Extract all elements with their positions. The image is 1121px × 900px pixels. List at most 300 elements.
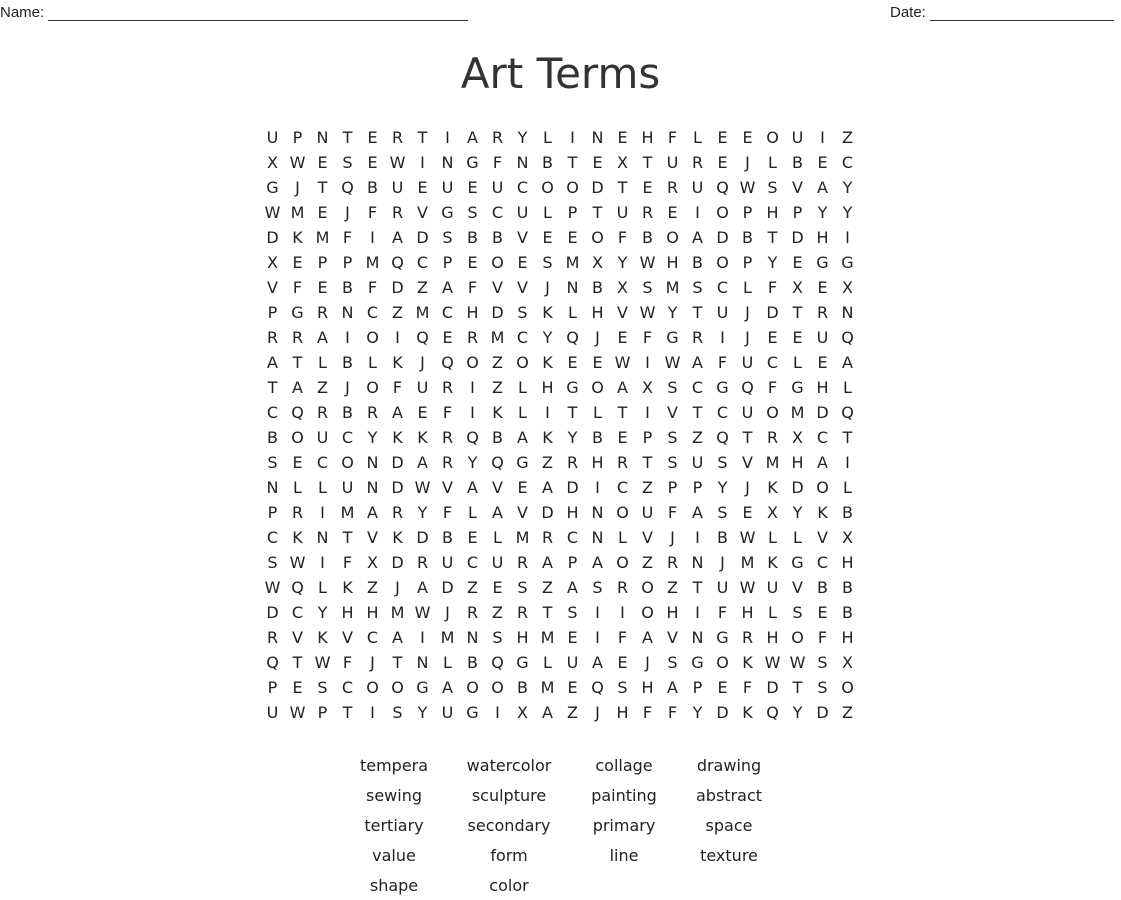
grid-letter[interactable]: R	[616, 578, 629, 597]
grid-letter[interactable]: A	[542, 703, 553, 722]
grid-letter[interactable]: E	[467, 528, 478, 547]
grid-letter[interactable]: E	[467, 253, 478, 272]
grid-letter[interactable]: M	[515, 528, 530, 547]
grid-letter[interactable]: V	[792, 578, 803, 597]
grid-letter[interactable]: W	[739, 578, 756, 597]
grid-letter[interactable]: I	[695, 603, 700, 622]
grid-letter[interactable]: X	[792, 278, 803, 297]
grid-letter[interactable]: S	[692, 278, 703, 297]
grid-letter[interactable]: B	[842, 578, 853, 597]
grid-letter[interactable]: O	[466, 353, 479, 372]
grid-letter[interactable]: Z	[542, 578, 553, 597]
grid-letter[interactable]: A	[692, 353, 703, 372]
grid-letter[interactable]: Y	[692, 703, 703, 722]
grid-letter[interactable]: W	[414, 603, 431, 622]
grid-letter[interactable]: O	[591, 228, 604, 247]
grid-letter[interactable]: U	[491, 553, 504, 572]
grid-letter[interactable]: B	[467, 228, 478, 247]
grid-letter[interactable]: D	[391, 453, 404, 472]
grid-letter[interactable]: R	[266, 328, 279, 347]
grid-letter[interactable]: O	[641, 578, 654, 597]
grid-letter[interactable]: M	[665, 278, 680, 297]
grid-letter[interactable]: E	[567, 678, 578, 697]
grid-letter[interactable]: O	[641, 603, 654, 622]
grid-letter[interactable]: B	[842, 503, 853, 522]
grid-letter[interactable]: C	[466, 553, 479, 572]
grid-letter[interactable]: F	[717, 603, 728, 622]
grid-letter[interactable]: C	[266, 403, 279, 422]
grid-letter[interactable]: Y	[542, 328, 553, 347]
grid-letter[interactable]: Q	[716, 428, 729, 447]
grid-letter[interactable]: D	[391, 478, 404, 497]
grid-letter[interactable]: C	[516, 178, 529, 197]
grid-letter[interactable]: X	[267, 253, 278, 272]
grid-letter[interactable]: H	[466, 303, 479, 322]
grid-letter[interactable]: S	[667, 653, 678, 672]
grid-letter[interactable]: P	[692, 678, 703, 697]
grid-letter[interactable]: Q	[766, 703, 779, 722]
grid-letter[interactable]: C	[316, 453, 329, 472]
grid-letter[interactable]: H	[591, 303, 604, 322]
grid-letter[interactable]: X	[842, 278, 853, 297]
grid-letter[interactable]: J	[595, 328, 600, 347]
grid-letter[interactable]: Q	[841, 403, 854, 422]
grid-letter[interactable]: P	[742, 203, 753, 222]
grid-letter[interactable]: E	[417, 403, 428, 422]
grid-letter[interactable]: H	[591, 453, 604, 472]
grid-letter[interactable]: E	[567, 353, 578, 372]
grid-letter[interactable]: R	[666, 553, 679, 572]
grid-letter[interactable]: R	[691, 328, 704, 347]
grid-letter[interactable]: J	[370, 653, 375, 672]
grid-letter[interactable]: S	[792, 603, 803, 622]
grid-letter[interactable]: T	[842, 428, 853, 447]
grid-letter[interactable]: R	[441, 453, 454, 472]
grid-letter[interactable]: Y	[667, 303, 678, 322]
grid-letter[interactable]: U	[266, 128, 279, 147]
grid-letter[interactable]: R	[366, 403, 379, 422]
grid-letter[interactable]: R	[516, 603, 529, 622]
grid-letter[interactable]: H	[816, 228, 829, 247]
grid-letter[interactable]: X	[617, 278, 628, 297]
grid-letter[interactable]: V	[617, 303, 628, 322]
grid-letter[interactable]: S	[542, 253, 553, 272]
grid-letter[interactable]: E	[367, 153, 378, 172]
grid-letter[interactable]: Q	[841, 328, 854, 347]
grid-letter[interactable]: G	[791, 378, 804, 397]
grid-letter[interactable]: E	[467, 178, 478, 197]
grid-letter[interactable]: V	[817, 528, 828, 547]
grid-letter[interactable]: W	[389, 153, 406, 172]
grid-letter[interactable]: Z	[667, 578, 678, 597]
grid-letter[interactable]: E	[817, 353, 828, 372]
grid-letter[interactable]: A	[617, 378, 628, 397]
grid-letter[interactable]: B	[642, 228, 653, 247]
grid-letter[interactable]: W	[664, 353, 681, 372]
grid-letter[interactable]: M	[490, 328, 505, 347]
grid-letter[interactable]: Z	[842, 128, 853, 147]
grid-letter[interactable]: F	[642, 328, 653, 347]
grid-letter[interactable]: A	[667, 678, 678, 697]
grid-letter[interactable]: I	[645, 353, 650, 372]
grid-letter[interactable]: H	[641, 678, 654, 697]
grid-letter[interactable]: T	[542, 603, 553, 622]
grid-letter[interactable]: N	[316, 128, 329, 147]
grid-letter[interactable]: O	[766, 128, 779, 147]
grid-letter[interactable]: Z	[417, 278, 428, 297]
grid-letter[interactable]: G	[716, 378, 729, 397]
grid-letter[interactable]: R	[391, 203, 404, 222]
grid-letter[interactable]: E	[667, 203, 678, 222]
grid-letter[interactable]: P	[792, 203, 803, 222]
grid-letter[interactable]: F	[642, 703, 653, 722]
grid-letter[interactable]: A	[692, 503, 703, 522]
grid-letter[interactable]: Y	[842, 178, 853, 197]
grid-letter[interactable]: K	[542, 303, 553, 322]
grid-letter[interactable]: L	[543, 203, 552, 222]
grid-letter[interactable]: J	[345, 203, 350, 222]
grid-letter[interactable]: W	[414, 478, 431, 497]
grid-letter[interactable]: P	[667, 478, 678, 497]
grid-letter[interactable]: A	[417, 453, 428, 472]
grid-letter[interactable]: T	[642, 453, 653, 472]
grid-letter[interactable]: E	[542, 228, 553, 247]
grid-letter[interactable]: Y	[767, 253, 778, 272]
name-blank-line[interactable]	[48, 6, 468, 21]
grid-letter[interactable]: H	[616, 703, 629, 722]
grid-letter[interactable]: E	[567, 228, 578, 247]
grid-letter[interactable]: Y	[567, 428, 578, 447]
grid-letter[interactable]: F	[617, 628, 628, 647]
grid-letter[interactable]: S	[342, 153, 353, 172]
grid-letter[interactable]: Q	[491, 653, 504, 672]
grid-letter[interactable]: W	[289, 153, 306, 172]
grid-letter[interactable]: I	[845, 228, 850, 247]
grid-letter[interactable]: W	[639, 253, 656, 272]
grid-letter[interactable]: K	[392, 353, 403, 372]
grid-letter[interactable]: K	[817, 503, 828, 522]
grid-letter[interactable]: I	[620, 603, 625, 622]
grid-letter[interactable]: S	[667, 378, 678, 397]
grid-letter[interactable]: O	[566, 178, 579, 197]
grid-letter[interactable]: C	[566, 528, 579, 547]
grid-letter[interactable]: O	[466, 678, 479, 697]
grid-letter[interactable]: B	[592, 278, 603, 297]
grid-letter[interactable]: S	[492, 628, 503, 647]
grid-letter[interactable]: F	[367, 203, 378, 222]
grid-letter[interactable]: F	[292, 278, 303, 297]
grid-letter[interactable]: P	[267, 503, 278, 522]
grid-letter[interactable]: H	[366, 603, 379, 622]
grid-letter[interactable]: K	[392, 528, 403, 547]
grid-letter[interactable]: U	[416, 378, 429, 397]
grid-letter[interactable]: M	[365, 253, 380, 272]
grid-letter[interactable]: C	[716, 278, 729, 297]
grid-letter[interactable]: V	[492, 478, 503, 497]
grid-letter[interactable]: A	[817, 178, 828, 197]
grid-letter[interactable]: Z	[492, 603, 503, 622]
grid-letter[interactable]: D	[416, 228, 429, 247]
grid-letter[interactable]: R	[516, 553, 529, 572]
grid-letter[interactable]: T	[417, 128, 428, 147]
grid-letter[interactable]: M	[565, 253, 580, 272]
grid-letter[interactable]: E	[517, 478, 528, 497]
grid-letter[interactable]: R	[266, 628, 279, 647]
grid-letter[interactable]: Y	[792, 503, 803, 522]
grid-letter[interactable]: A	[517, 428, 528, 447]
grid-letter[interactable]: E	[817, 278, 828, 297]
grid-letter[interactable]: A	[442, 678, 453, 697]
grid-letter[interactable]: T	[342, 128, 353, 147]
grid-letter[interactable]: L	[543, 128, 552, 147]
grid-letter[interactable]: E	[592, 353, 603, 372]
grid-letter[interactable]: H	[516, 628, 529, 647]
grid-letter[interactable]: V	[292, 628, 303, 647]
grid-letter[interactable]: M	[340, 503, 355, 522]
grid-letter[interactable]: I	[695, 203, 700, 222]
grid-letter[interactable]: Y	[842, 203, 853, 222]
grid-letter[interactable]: N	[266, 478, 279, 497]
grid-letter[interactable]: Q	[266, 653, 279, 672]
grid-letter[interactable]: K	[742, 653, 753, 672]
grid-letter[interactable]: G	[841, 253, 854, 272]
grid-letter[interactable]: F	[442, 403, 453, 422]
grid-letter[interactable]: A	[417, 578, 428, 597]
grid-letter[interactable]: D	[391, 278, 404, 297]
grid-letter[interactable]: H	[791, 453, 804, 472]
grid-letter[interactable]: I	[420, 153, 425, 172]
grid-letter[interactable]: H	[741, 603, 754, 622]
grid-letter[interactable]: I	[595, 603, 600, 622]
grid-letter[interactable]: O	[366, 378, 379, 397]
grid-letter[interactable]: T	[692, 303, 703, 322]
grid-letter[interactable]: E	[742, 503, 753, 522]
grid-letter[interactable]: A	[467, 128, 478, 147]
grid-letter[interactable]: V	[417, 203, 428, 222]
grid-letter[interactable]: L	[693, 128, 702, 147]
grid-letter[interactable]: I	[495, 703, 500, 722]
grid-letter[interactable]: U	[491, 178, 504, 197]
grid-letter[interactable]: M	[790, 403, 805, 422]
grid-letter[interactable]: P	[567, 203, 578, 222]
grid-letter[interactable]: J	[720, 553, 725, 572]
grid-letter[interactable]: I	[445, 128, 450, 147]
grid-letter[interactable]: F	[342, 653, 353, 672]
grid-letter[interactable]: G	[666, 328, 679, 347]
grid-letter[interactable]: I	[570, 128, 575, 147]
grid-letter[interactable]: A	[267, 353, 278, 372]
grid-letter[interactable]: L	[518, 403, 527, 422]
grid-letter[interactable]: P	[442, 253, 453, 272]
grid-letter[interactable]: I	[470, 378, 475, 397]
grid-letter[interactable]: O	[541, 178, 554, 197]
grid-letter[interactable]: L	[768, 528, 777, 547]
grid-letter[interactable]: K	[492, 403, 503, 422]
grid-letter[interactable]: R	[641, 203, 654, 222]
grid-letter[interactable]: A	[492, 503, 503, 522]
grid-letter[interactable]: P	[267, 303, 278, 322]
grid-letter[interactable]: Q	[491, 453, 504, 472]
grid-letter[interactable]: A	[842, 353, 853, 372]
grid-letter[interactable]: B	[442, 528, 453, 547]
grid-letter[interactable]: G	[516, 653, 529, 672]
grid-letter[interactable]: D	[766, 303, 779, 322]
grid-letter[interactable]: J	[595, 703, 600, 722]
grid-letter[interactable]: P	[267, 678, 278, 697]
grid-letter[interactable]: U	[341, 478, 354, 497]
grid-letter[interactable]: F	[767, 378, 778, 397]
grid-letter[interactable]: F	[392, 378, 403, 397]
grid-letter[interactable]: F	[767, 278, 778, 297]
grid-letter[interactable]: G	[441, 203, 454, 222]
grid-letter[interactable]: B	[592, 428, 603, 447]
grid-letter[interactable]: H	[766, 203, 779, 222]
grid-letter[interactable]: S	[517, 303, 528, 322]
grid-letter[interactable]: Y	[367, 428, 378, 447]
grid-letter[interactable]: H	[816, 378, 829, 397]
grid-letter[interactable]: L	[318, 578, 327, 597]
grid-letter[interactable]: O	[766, 403, 779, 422]
grid-letter[interactable]: R	[541, 528, 554, 547]
grid-letter[interactable]: N	[566, 278, 579, 297]
grid-letter[interactable]: D	[266, 603, 279, 622]
grid-letter[interactable]: Z	[492, 353, 503, 372]
grid-letter[interactable]: Y	[417, 503, 428, 522]
grid-letter[interactable]: N	[366, 453, 379, 472]
grid-letter[interactable]: S	[392, 703, 403, 722]
grid-letter[interactable]: B	[492, 428, 503, 447]
grid-letter[interactable]: E	[717, 128, 728, 147]
grid-letter[interactable]: I	[595, 628, 600, 647]
grid-letter[interactable]: S	[667, 428, 678, 447]
grid-letter[interactable]: T	[392, 653, 403, 672]
grid-letter[interactable]: N	[341, 303, 354, 322]
grid-letter[interactable]: G	[291, 303, 304, 322]
grid-letter[interactable]: T	[567, 403, 578, 422]
grid-letter[interactable]: J	[445, 603, 450, 622]
grid-letter[interactable]: O	[616, 553, 629, 572]
grid-letter[interactable]: D	[716, 228, 729, 247]
grid-letter[interactable]: C	[416, 253, 429, 272]
grid-letter[interactable]: I	[595, 478, 600, 497]
grid-letter[interactable]: F	[667, 503, 678, 522]
grid-letter[interactable]: C	[841, 153, 854, 172]
grid-letter[interactable]: K	[742, 703, 753, 722]
grid-letter[interactable]: N	[591, 528, 604, 547]
grid-letter[interactable]: I	[645, 403, 650, 422]
grid-letter[interactable]: U	[766, 578, 779, 597]
grid-letter[interactable]: C	[766, 353, 779, 372]
grid-letter[interactable]: N	[516, 153, 529, 172]
grid-letter[interactable]: J	[420, 353, 425, 372]
grid-letter[interactable]: W	[614, 353, 631, 372]
grid-letter[interactable]: B	[367, 178, 378, 197]
grid-letter[interactable]: A	[392, 228, 403, 247]
grid-letter[interactable]: F	[342, 228, 353, 247]
grid-letter[interactable]: G	[466, 703, 479, 722]
grid-letter[interactable]: E	[717, 153, 728, 172]
grid-letter[interactable]: W	[764, 653, 781, 672]
grid-letter[interactable]: E	[417, 178, 428, 197]
grid-letter[interactable]: Z	[542, 453, 553, 472]
grid-letter[interactable]: R	[316, 403, 329, 422]
grid-letter[interactable]: U	[641, 503, 654, 522]
grid-letter[interactable]: F	[817, 628, 828, 647]
grid-letter[interactable]: A	[392, 403, 403, 422]
grid-letter[interactable]: T	[292, 353, 303, 372]
grid-letter[interactable]: E	[292, 678, 303, 697]
grid-letter[interactable]: N	[366, 478, 379, 497]
grid-letter[interactable]: L	[743, 278, 752, 297]
grid-letter[interactable]: B	[267, 428, 278, 447]
grid-letter[interactable]: B	[467, 653, 478, 672]
grid-letter[interactable]: G	[416, 678, 429, 697]
grid-letter[interactable]: X	[792, 428, 803, 447]
grid-letter[interactable]: E	[367, 128, 378, 147]
grid-letter[interactable]: R	[441, 378, 454, 397]
grid-letter[interactable]: U	[516, 203, 529, 222]
grid-letter[interactable]: P	[567, 553, 578, 572]
grid-letter[interactable]: A	[442, 278, 453, 297]
grid-letter[interactable]: X	[617, 153, 628, 172]
grid-letter[interactable]: Y	[817, 203, 828, 222]
grid-letter[interactable]: L	[768, 603, 777, 622]
grid-letter[interactable]: D	[491, 303, 504, 322]
grid-letter[interactable]: S	[592, 578, 603, 597]
grid-letter[interactable]: A	[367, 503, 378, 522]
grid-letter[interactable]: Z	[642, 553, 653, 572]
grid-letter[interactable]: J	[645, 653, 650, 672]
grid-letter[interactable]: E	[317, 203, 328, 222]
grid-letter[interactable]: F	[442, 503, 453, 522]
grid-letter[interactable]: U	[316, 428, 329, 447]
grid-letter[interactable]: I	[395, 328, 400, 347]
grid-letter[interactable]: R	[691, 153, 704, 172]
grid-letter[interactable]: D	[441, 578, 454, 597]
grid-letter[interactable]: Q	[291, 578, 304, 597]
grid-letter[interactable]: V	[642, 528, 653, 547]
grid-letter[interactable]: Z	[392, 303, 403, 322]
grid-letter[interactable]: V	[267, 278, 278, 297]
grid-letter[interactable]: A	[567, 578, 578, 597]
grid-letter[interactable]: X	[842, 528, 853, 547]
grid-letter[interactable]: W	[789, 653, 806, 672]
grid-letter[interactable]: E	[767, 328, 778, 347]
grid-letter[interactable]: S	[667, 453, 678, 472]
grid-letter[interactable]: V	[667, 628, 678, 647]
grid-letter[interactable]: H	[641, 128, 654, 147]
grid-letter[interactable]: K	[342, 578, 353, 597]
grid-letter[interactable]: T	[692, 578, 703, 597]
grid-letter[interactable]: B	[792, 153, 803, 172]
grid-letter[interactable]: A	[692, 228, 703, 247]
grid-letter[interactable]: D	[266, 228, 279, 247]
grid-letter[interactable]: Q	[341, 178, 354, 197]
grid-letter[interactable]: W	[739, 178, 756, 197]
grid-letter[interactable]: G	[716, 628, 729, 647]
grid-letter[interactable]: M	[765, 453, 780, 472]
grid-letter[interactable]: L	[293, 478, 302, 497]
grid-letter[interactable]: U	[691, 178, 704, 197]
grid-letter[interactable]: R	[441, 428, 454, 447]
grid-letter[interactable]: E	[492, 578, 503, 597]
grid-letter[interactable]: Z	[367, 578, 378, 597]
grid-letter[interactable]: T	[292, 653, 303, 672]
grid-letter[interactable]: K	[767, 478, 778, 497]
grid-letter[interactable]: C	[291, 603, 304, 622]
grid-letter[interactable]: Z	[492, 378, 503, 397]
grid-letter[interactable]: C	[491, 203, 504, 222]
